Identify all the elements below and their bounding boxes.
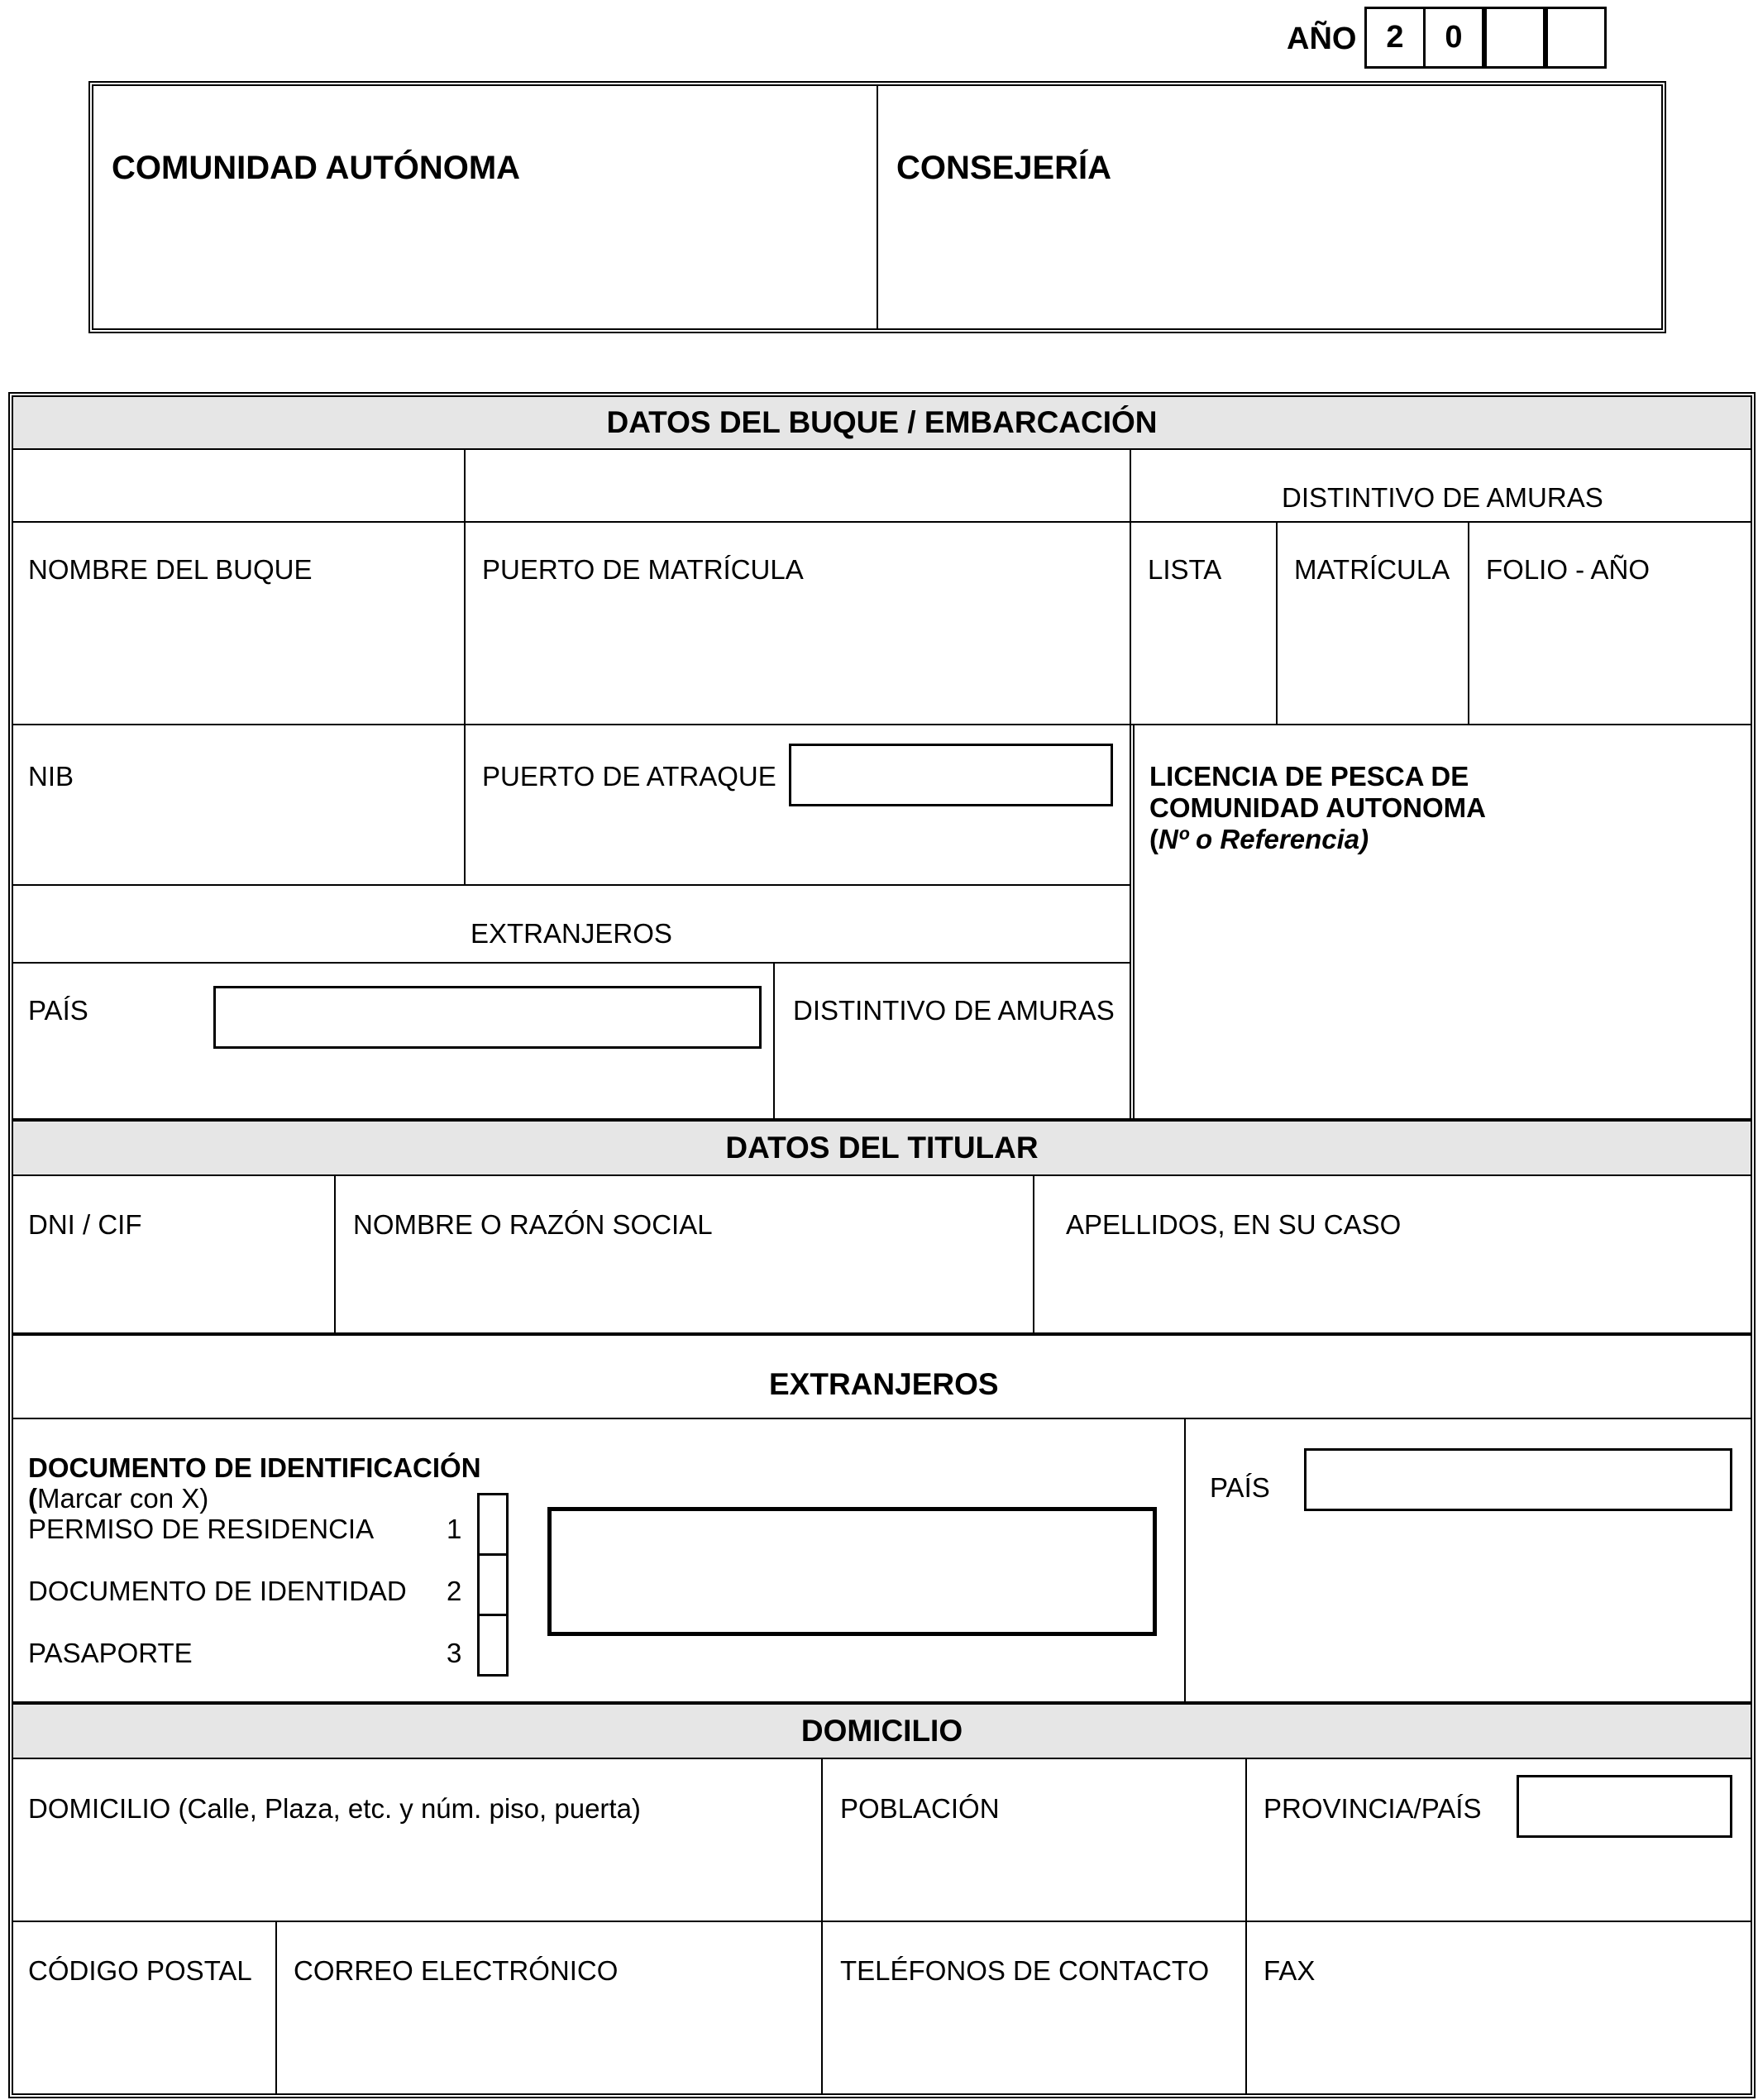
dni-cif-label: DNI / CIF [28, 1209, 142, 1240]
pasaporte-checkbox[interactable] [477, 1614, 509, 1677]
domicilio-field[interactable] [13, 1828, 820, 1919]
folio-ano-field[interactable] [1469, 523, 1750, 723]
nombre-buque-field[interactable] [13, 523, 463, 723]
lista-field[interactable] [1131, 523, 1275, 723]
divider [13, 884, 1130, 886]
pais-buque-label: PAÍS [28, 995, 88, 1026]
nib-label: NIB [28, 761, 74, 792]
nib-field[interactable] [13, 725, 463, 883]
correo-electronico-label: CORREO ELECTRÓNICO [294, 1955, 619, 1986]
distintivo-amuras-field[interactable] [775, 1034, 1129, 1117]
option-number-1: 1 [447, 1514, 462, 1544]
licencia-label-line1: LICENCIA DE PESCA DE [1149, 761, 1469, 792]
extranjeros-buque-label: EXTRANJEROS [471, 918, 672, 949]
puerto-atraque-label: PUERTO DE ATRAQUE [482, 761, 776, 792]
poblacion-label: POBLACIÓN [840, 1793, 1000, 1824]
licencia-field[interactable] [1135, 860, 1750, 1117]
puerto-matricula-field[interactable] [466, 523, 1129, 723]
year-digit-1[interactable]: 2 [1364, 7, 1426, 69]
codigo-postal-field[interactable] [13, 1989, 275, 2093]
section-buque-title: DATOS DEL BUQUE / EMBARCACIÓN [13, 397, 1751, 448]
nombre-buque-label: NOMBRE DEL BUQUE [28, 554, 313, 585]
pais-titular-label: PAÍS [1210, 1472, 1270, 1503]
matricula-label: MATRÍCULA [1294, 554, 1450, 585]
option-number-2: 2 [447, 1576, 462, 1606]
divider [13, 1758, 1751, 1759]
divider [13, 1332, 1751, 1336]
telefonos-contacto-field[interactable] [823, 1989, 1244, 2093]
divider [13, 962, 1130, 964]
distintivo-amuras-header: DISTINTIVO DE AMURAS [1282, 482, 1603, 513]
licencia-label-line2: COMUNIDAD AUTONOMA [1149, 792, 1486, 823]
divider [13, 1921, 1751, 1922]
apellidos-label: APELLIDOS, EN SU CASO [1066, 1209, 1402, 1240]
puerto-atraque-input[interactable] [789, 744, 1113, 806]
pais-buque-input[interactable] [213, 986, 762, 1049]
poblacion-field[interactable] [823, 1828, 1244, 1919]
documento-identidad-checkbox[interactable] [477, 1553, 509, 1616]
year-label: AÑO [1287, 22, 1357, 56]
consejeria-label: CONSEJERÍA [896, 150, 1112, 186]
fax-label: FAX [1264, 1955, 1316, 1986]
puerto-matricula-label: PUERTO DE MATRÍCULA [482, 554, 804, 585]
pasaporte-label: PASAPORTE [28, 1638, 193, 1668]
comunidad-field[interactable] [93, 86, 876, 328]
lista-label: LISTA [1148, 554, 1222, 585]
year-digit-2[interactable]: 0 [1423, 7, 1484, 69]
option-number-3: 3 [447, 1638, 462, 1668]
section-titular-title: DATOS DEL TITULAR [13, 1122, 1751, 1174]
nombre-razon-social-label: NOMBRE O RAZÓN SOCIAL [353, 1209, 713, 1240]
correo-electronico-field[interactable] [277, 1989, 820, 2093]
divider [13, 1418, 1751, 1419]
document-number-input[interactable] [547, 1507, 1157, 1636]
marcar-con-x-label: (Marcar con X) [28, 1483, 209, 1514]
matricula-field[interactable] [1278, 523, 1467, 723]
permiso-residencia-label: PERMISO DE RESIDENCIA [28, 1514, 375, 1544]
distintivo-amuras-label: DISTINTIVO DE AMURAS [793, 995, 1115, 1026]
domicilio-label: DOMICILIO (Calle, Plaza, etc. y núm. piso, puerta) [28, 1793, 641, 1824]
codigo-postal-label: CÓDIGO POSTAL [28, 1955, 252, 1986]
permiso-residencia-checkbox[interactable] [477, 1493, 509, 1556]
comunidad-label: COMUNIDAD AUTÓNOMA [112, 150, 521, 186]
fax-field[interactable] [1247, 1989, 1750, 2093]
divider [13, 448, 1751, 450]
documento-identidad-label: DOCUMENTO DE IDENTIDAD [28, 1576, 407, 1606]
telefonos-contacto-label: TELÉFONOS DE CONTACTO [840, 1955, 1210, 1986]
provincia-pais-input[interactable] [1517, 1775, 1732, 1838]
apellidos-field[interactable] [1034, 1176, 1750, 1332]
pais-titular-input[interactable] [1304, 1448, 1732, 1511]
nombre-razon-social-field[interactable] [336, 1176, 1032, 1332]
dni-cif-field[interactable] [13, 1176, 333, 1332]
provincia-pais-label: PROVINCIA/PAÍS [1264, 1793, 1482, 1824]
year-digit-3[interactable] [1484, 7, 1545, 69]
divider [1184, 1418, 1186, 1701]
doc-identificacion-label: DOCUMENTO DE IDENTIFICACIÓN [28, 1452, 481, 1483]
section-domicilio-title: DOMICILIO [13, 1705, 1751, 1758]
extranjeros-titular-title: EXTRANJEROS [769, 1367, 999, 1401]
folio-ano-label: FOLIO - AÑO [1486, 554, 1651, 585]
consejeria-field[interactable] [878, 86, 1661, 328]
year-digit-4[interactable] [1545, 7, 1607, 69]
licencia-ref-label: (Nº o Referencia) [1149, 824, 1369, 854]
